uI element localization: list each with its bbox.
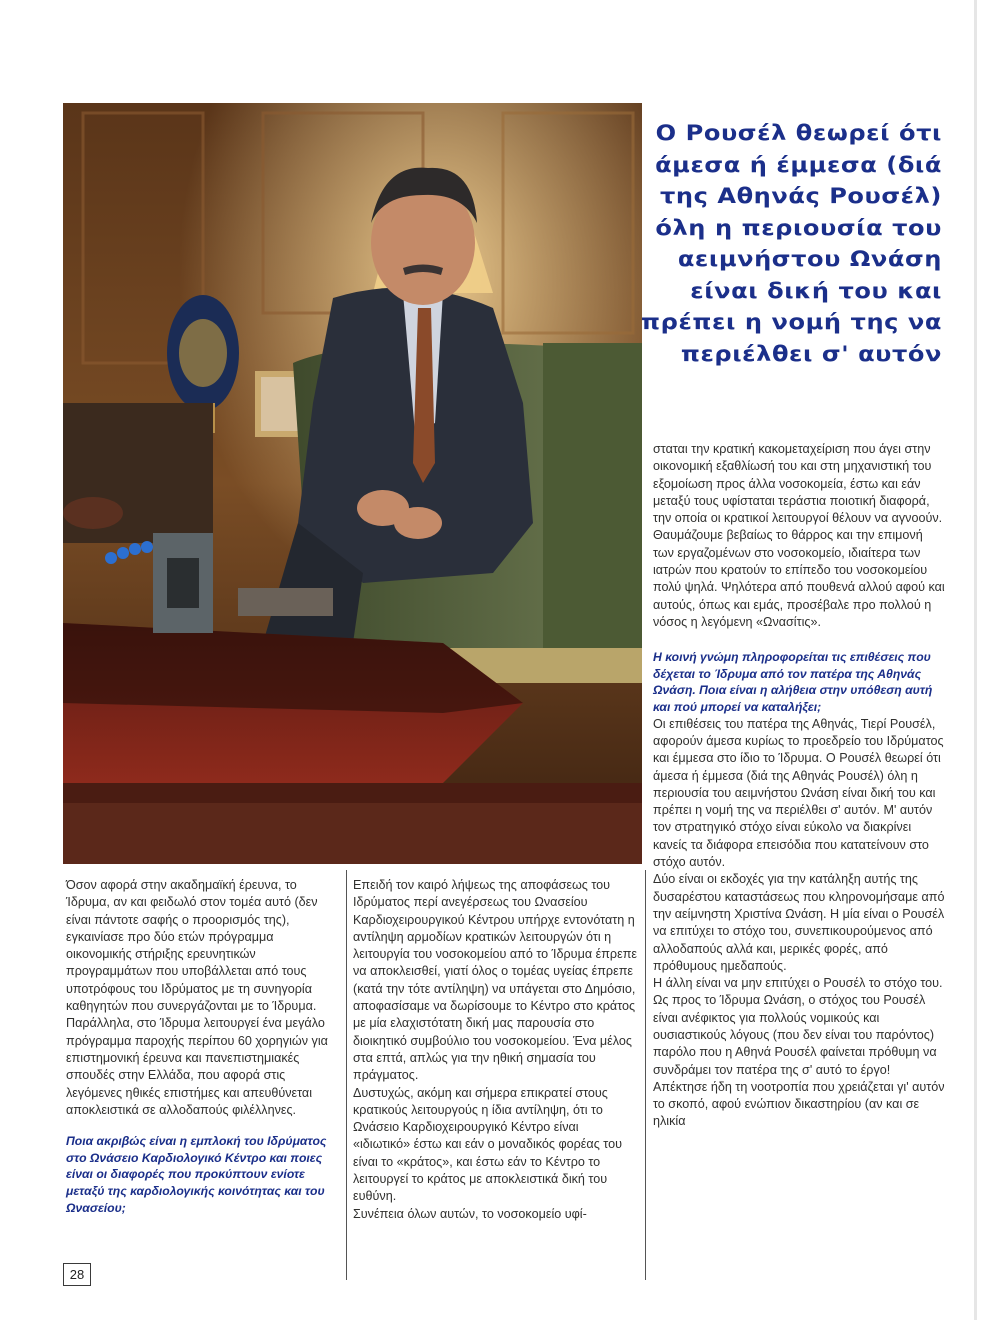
column-middle bbox=[353, 877, 639, 1223]
portrait-photo bbox=[63, 103, 642, 864]
paragraph: Όσον αφορά στην ακαδημαϊκή έρευνα, το Ίδρυμα, αν και φειδωλό στον τομέα αυτό (δεν είναι πάντοτε σαφής ο προορισμός της), εγκαινίασε προ δύο ετών πρόγραμμα οικονομικής στήριξης ερευνητικών προγραμμάτων που υποβάλλεται από τους υποτρόφους του Ιδρύματος με τη συνηγορία καθηγητών που συνεργάζονται με το Ίδρυμα. bbox=[66, 878, 318, 1014]
column-divider bbox=[346, 870, 347, 1280]
pull-quote: Ο Ρουσέλ θεωρεί ότι άμεσα ή έμμεσα (διά της Αθηνάς Ρουσέλ) όλη η περιουσία του αειμνήστου Ωνάση είναι δική του και πρέπει η νομή της να περιέλθει σ' αυτόν bbox=[641, 121, 942, 367]
paragraph: Επειδή τον καιρό λήψεως της αποφάσεως του Ιδρύματος περί ανεγέρσεως του Ωνασείου Καρδιοχειρουργικού Κέντρου υπήρχε εντονότατη η αντίληψη αρμοδίων κρατικών λειτουργών ότι η λειτουργία του νοσοκομείου από το Ίδρυμα έπρεπε να αποκλεισθεί, γιατί όλος ο τομέας υγείας έπρεπε (κατά την τότε αντίληψη) να υπάγεται στο Δημόσιο, αποφασίσαμε να δωρίσουμε το Κέντρο στο κράτος με μία ελαχιστότατη δική μας παρουσία στο διοικητικό συμβούλιο του νοσοκομείου. Ένα μέλος στα επτά, απλώς για την ηθική σημασία του πράγματος. bbox=[353, 878, 637, 1083]
paragraph: Η άλλη είναι να μην επιτύχει ο Ρουσέλ το στόχο του. bbox=[653, 976, 943, 991]
page-spine-edge bbox=[974, 0, 977, 1320]
page-number: 28 bbox=[63, 1263, 91, 1286]
paragraph: Θαυμάζουμε βεβαίως το θάρρος και την επιμονή των εργαζομένων στο νοσοκομείο, ιδιαίτερα των ιατρών που κρατούν το επίπεδο του νοσοκομείου πολύ ψηλά. Ψηλότερα από πουθενά αλλού αφού και αυτούς, όπως και εμάς, προσέβαλε προ πολλού η νόσος η λεγόμενη «Ωνασίτις». bbox=[653, 528, 945, 629]
interview-question: Η κοινή γνώμη πληροφορείται τις επιθέσεις που δέχεται το Ίδρυμα από τον πατέρα της Αθηνάς Ωνάση. Ποια είναι η αλήθεια στην υπόθεση αυτή και πού μπορεί να καταλήξει; bbox=[653, 650, 933, 715]
paragraph: Παράλληλα, στο Ίδρυμα λειτουργεί ένα μεγάλο πρόγραμμα παροχής περίπου 60 χορηγιών για επιστημονική έρευνα και πανεπιστημιακές σπουδές στην Ελλάδα, που αφορά στις λεγόμενες ηθικές επιστήμες και απευθύνεται αποκλειστικά σε αλλοδαπούς φιλέλληνες. bbox=[66, 1016, 328, 1117]
column-divider bbox=[645, 870, 646, 1280]
paragraph: Δυστυχώς, ακόμη και σήμερα επικρατεί στους κρατικούς λειτουργούς η ίδια αντίληψη, ότι το Ωνάσειο Καρδιοχειρουργικό Κέντρο είναι «ιδιωτικό» έστω και εάν ο μοναδικός φορέας του είναι το «κράτος», και έστω εάν το Κέντρο το λειτουργεί το κράτος με αποκλειστικά δική του ευθύνη. bbox=[353, 1085, 622, 1204]
column-left bbox=[66, 877, 338, 1216]
paragraph: Δύο είναι οι εκδοχές για την κατάληξη αυτής της δυσαρέστου καταστάσεως που κληρονομήσαμε από την αείμνηστη Χριστίνα Ωνάση. Η μία είναι ο Ρουσέλ να επιτύχει το στόχο του, συνεπικουρούμενος από αλλοδαπούς αλλά και, μερικές φορές, από πρόθυμους ημεδαπούς. bbox=[653, 872, 945, 973]
paragraph: Ως προς το Ίδρυμα Ωνάση, ο στόχος του Ρουσέλ είναι ανέφικτος για πολλούς νομικούς και ουσιαστικούς λόγους (που δεν είναι του παρόντος) παρόλο που η Αθηνά Ρουσέλ φαίνεται πρόθυμη να συνδράμει τον πατέρα της σ' αυτό το έργο! Απέκτησε ήδη τη νοοτροπία που χρειάζεται γι' αυτόν το σκοπό, αφού ενώπιον δικαστηρίου (αν και σε ηλικία bbox=[653, 993, 945, 1129]
paragraph: σταται την κρατική κακομεταχείριση που άγει στην οικονομική εξαθλίωσή του και στη μηχανιστική του εξομοίωση προς άλλα νοσοκομεία, έστω και εάν μεταξύ τους υφίσταται τεράστια ποιοτική διαφορά, την οποία οι κρατικοί λειτουργοί θέλουν να αγνοούν. bbox=[653, 442, 943, 526]
interview-question: Ποια ακριβώς είναι η εμπλοκή του Ιδρύματος στο Ωνάσειο Καρδιολογικό Κέντρο και ποιες είναι οι διαφορές που προκύπτουν ενίοτε μεταξύ της καρδιολογικής κοινότητας και του Ωνασείου; bbox=[66, 1134, 327, 1215]
paragraph: Συνέπεια όλων αυτών, το νοσοκομείο υφί- bbox=[353, 1206, 587, 1221]
column-right bbox=[653, 441, 945, 1131]
paragraph: Οι επιθέσεις του πατέρα της Αθηνάς, Τιερί Ρουσέλ, αφορούν άμεσα κυρίως το προεδρείο του Ιδρύματος και έμμεσα στο ίδιο το Ίδρυμα. Ο Ρουσέλ θεωρεί ότι άμεσα ή έμμεσα (διά της Αθηνάς Ρουσέλ) όλη η περιουσία του αειμνήστου Ωνάση είναι δική του και πρέπει η νομή της να περιέλθει σ' αυτόν. Μ' αυτόν τον στρατηγικό στόχο είναι εύκολο να διακρίνει κανείς τα διάφορα επεισόδια που κατατείνουν στο στόχο αυτόν. bbox=[653, 716, 944, 870]
